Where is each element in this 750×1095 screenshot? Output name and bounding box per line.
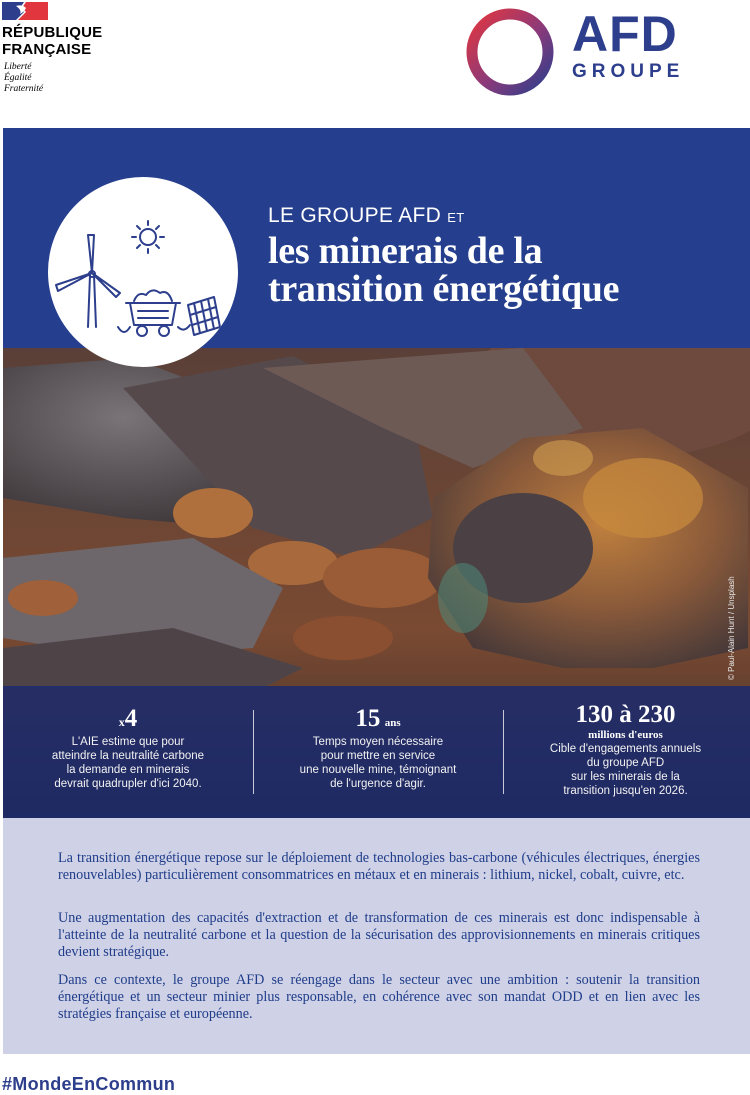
stat-demand-line3: la demande en minerais	[66, 764, 190, 776]
stat-demand	[3, 686, 253, 818]
stat-budget	[503, 686, 748, 818]
stat-years-line4: de l'urgence d'agir.	[330, 778, 426, 790]
page-title	[268, 232, 619, 308]
subtitle	[268, 204, 464, 230]
motto-liberte: Liberté	[4, 62, 32, 72]
motto	[4, 62, 43, 95]
republique-francaise-label	[2, 24, 102, 58]
afd-groupe-label: GROUPE	[572, 61, 685, 82]
republique-line2: FRANÇAISE	[2, 41, 92, 58]
subtitle-et: ET	[447, 210, 465, 225]
subtitle-group: LE GROUPE AFD	[268, 204, 442, 227]
stat-years-line1: Temps moyen nécessaire	[312, 736, 444, 748]
stat-demand-desc	[3, 735, 253, 791]
stat-budget-value: 130 à 230	[575, 701, 676, 728]
stat-demand-line2: atteindre la neutralité carbone	[51, 750, 205, 762]
hashtag-monde-en-commun: #MondeEnCommun	[2, 1074, 176, 1094]
stat-demand-line4: devrait quadrupler d'ici 2040.	[54, 778, 202, 790]
stat-budget-line2: du groupe AFD	[586, 757, 665, 769]
stat-years-line2: pour mettre en service	[320, 750, 436, 762]
paragraph-3: Dans ce contexte, le groupe AFD se réengage dans le secteur avec une ambition : soutenir la transition énergétique et un secteur minier plus responsable, en cohérence avec son mandat ODD et en lien avec les stratégies française et européenne.	[58, 972, 700, 1022]
motto-egalite: Égalité	[4, 73, 32, 83]
stat-budget-line3: sur les minerais de la	[571, 771, 680, 783]
key-figures-band	[3, 686, 750, 818]
stat-demand-line1: L'AIE estime que pour	[71, 736, 185, 748]
paragraph-1: La transition énergétique repose sur le déploiement de technologies bas-carbone (véhicules électriques, énergies renouvelables) particulièrement consommatrices en métaux et en minerais : lithium, nickel, cobalt, cuivre, etc.	[58, 850, 700, 883]
energy-transition-icon	[48, 177, 238, 367]
stat-years-line3: une nouvelle mine, témoignant	[299, 764, 457, 776]
photo-credit: © Paul-Alain Hunt / Unsplash	[727, 576, 736, 680]
paragraph-2: Une augmentation des capacités d'extraction et de transformation de ces minerais est donc indispensable à l'atteinte de la neutralité carbone et la question de la sécurisation des approvisionnements en minerais critiques devient stratégique.	[58, 910, 700, 960]
stat-years-unit: ans	[384, 717, 401, 729]
afd-ring-logo-icon	[462, 4, 557, 99]
description-panel	[3, 818, 750, 1054]
stat-budget-line4: transition jusqu'en 2026.	[563, 785, 688, 797]
mineral-photo	[3, 348, 750, 818]
title-banner	[3, 128, 750, 348]
stat-years-value: 15	[355, 705, 381, 732]
stat-years-desc	[253, 735, 503, 791]
stat-demand-prefix: x	[118, 715, 125, 729]
stat-budget-desc	[503, 742, 748, 798]
title-line2: transition énergétique	[268, 268, 620, 310]
header	[0, 0, 750, 128]
afd-wordmark: AFD	[572, 6, 678, 62]
stat-years	[253, 686, 503, 818]
title-line1: les minerais de la	[268, 230, 543, 272]
motto-fraternite: Fraternité	[4, 84, 44, 94]
stat-demand-value: 4	[124, 705, 138, 732]
stat-budget-unit: millions d'euros	[588, 729, 663, 741]
republique-line1: RÉPUBLIQUE	[2, 24, 103, 41]
stat-budget-line1: Cible d'engagements annuels	[549, 743, 702, 755]
energy-illustration	[48, 177, 238, 367]
marianne-logo-icon	[2, 2, 48, 20]
